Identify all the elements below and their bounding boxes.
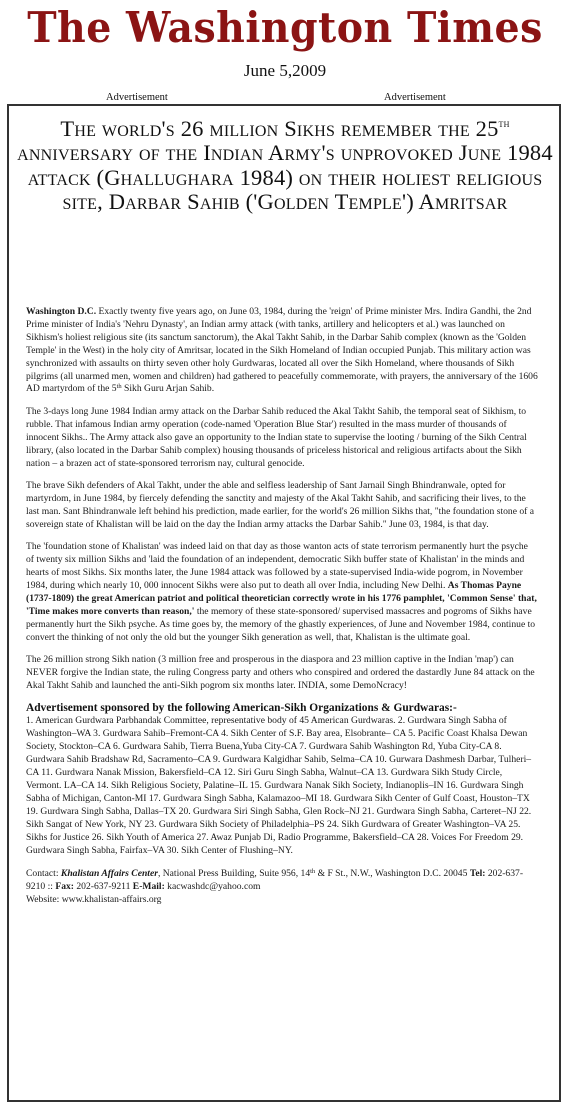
dateline: Washington D.C.: [26, 306, 97, 317]
website-url: www.khalistan-affairs.org: [59, 893, 162, 905]
contact-label: Contact:: [26, 867, 59, 879]
paragraph-4-bold-quote: As Thomas Payne (1737-1809) the great American patriot and political theoretician correctly wrote in his 1776 pamphlet, 'Common Sense' that, 'Time makes more converts than reason,': [26, 580, 537, 617]
contact-block: [26, 868, 538, 907]
fax-label: Fax:: [55, 880, 74, 892]
headline-part-1: The world's 26 million Sikhs remember the 25: [60, 116, 499, 141]
headline-part-2: anniversary of the Indian Army's unprovoked June 1984 attack (Ghallughara 1984) on their holiest religious site, Darbar Sahib ('Golden Temple') Amritsar: [17, 140, 553, 215]
paragraph-5: The 26 million strong Sikh nation (3 million free and prosperous in the diaspora and 23 million captive in the Indian 'map') can NEVER forgive the Indian state, the ruling Congress party and others who conspired and ordered the dastardly June 84 attack on the Akal Takht Sahib and launched the anti-Sikh pogrom six months later. INDIA, some DemoNcracy!: [26, 654, 535, 691]
headline: [16, 117, 554, 215]
paragraph-4-text-a: The 'foundation stone of Khalistan' was indeed laid on that day as those wanton acts of state terrorism permanently hurt the psyche of twenty six million Sikhs and 'laid the foundation of an independent, democratic Sikh buffer state of Khalistan' in the minds and hearts of most Sikhs. Six months later, the June 1984 attack was followed by a state-supervised India-wide pogrom, in November 1984, during which nearly 10, 000 innocent Sikhs were also put to death all over India, including New Delhi.: [26, 541, 528, 591]
paragraph-3: The brave Sikh defenders of Akal Takht, under the able and selfless leadership of Sant Jarnail Singh Bhindranwale, opted for martyrdom, in June 1984, by fiercely defending the sanctity and majesty of the Akal Takht Sahib, and sacrificing their lives, to the last man. Sant Bhindranwale left behind his prediction, made earlier, for the world's 26 million Sikhs that, "the foundation stone of a sovereign state of Khalistan will be laid on the day the Indian army attacks the Darbar Sahib." June 03, 1984, is that day.: [26, 480, 535, 530]
tel-label: Tel:: [469, 867, 486, 879]
advertisement-label-left: Advertisement: [106, 92, 168, 103]
tel-number: 202-637-9210 ::: [26, 867, 524, 892]
paragraph-4: [26, 541, 538, 644]
contact-address-a: , National Press Building, Suite 956, 14: [157, 867, 311, 879]
contact-organization: Khalistan Affairs Center: [60, 867, 158, 879]
paragraph-2: The 3-days long June 1984 Indian army attack on the Darbar Sahib reduced the Akal Takht Sahib, the temporal seat of Sikhism, to rubble. That infamous Indian army operation (code-named 'Operation Blue Star') resulted in the mass murder of thousands of innocent Sikhs.. The Army attack also gave an opportunity to the Indian state to supervise the looting / burning of the Sikh Central library, (also located in the Darbar Sahib complex) housing thousands of priceless historical and religious artifacts about the Sikh nation – a brazen act of state-sponsored terrorism nay, cultural genocide.: [26, 405, 527, 469]
paragraph-1-text-a: Exactly twenty five years ago, on June 03, 1984, during the 'reign' of Prime minister Mrs. Indira Gandhi, the 2nd Prime minister of India's 'Nehru Dynasty', an Indian army attack (with tanks, artillery and helicopters et al.) was launched on Sikhism's holiest religious site (its sanctum sanctorum), the Akal Takht Sahib, in the Darbar Sahib complex (known as the 'Golden Temple' in the West) in the holy city of Amritsar, located in the Sikh Homeland of Indian occupied Punjab. This military action was synchronized with assaults on thirty seven other holy Gurdwaras, located all over the Sikh Homeland, where thousands of Sikh pilgrims (all unarmed men, women and children) had gathered to peacefully commemorate, with prayers, the anniversary of the 1606 AD martyrdom of the 5: [26, 306, 538, 395]
contact-address-b: & F St., N.W., Washington D.C. 20045: [315, 867, 468, 879]
publication-date: June 5,2009: [243, 61, 327, 80]
email-address: kacwashdc@yahoo.com: [164, 880, 261, 892]
paragraph-1-text-b: Sikh Guru Arjan Sahib.: [121, 383, 215, 395]
advertisement-label-right: Advertisement: [384, 92, 446, 103]
website-label: Website:: [26, 893, 60, 905]
paragraph-1: [26, 306, 538, 396]
fax-number: 202-637-9211: [73, 880, 133, 892]
contact-address-superscript: th: [310, 867, 316, 875]
paragraph-4-text-b: the memory of these state-sponsored/ supervised massacres and pogroms of Sikhs have permanently hurt the Sikh psyche. As time goes by, the memory of the ghastly experiences, of June and November 1984, continue to convert the thinking of not only the old but the younger Sikh generation as well, that, Khalistan is the ultimate goal.: [26, 605, 536, 643]
masthead-title: The Washington Times: [27, 3, 543, 52]
email-label: E-Mail:: [132, 880, 165, 892]
article-body: [26, 306, 538, 907]
headline-superscript: th: [498, 116, 510, 130]
sponsors-list: 1. American Gurdwara Parbhandak Committee, representative body of 45 American Gurdwaras. 2. Gurdwara Singh Sabha of Washington–WA 3. Gurdwara Sahib–Fremont-CA 4. Sikh Center of S.F. Bay area, Elsobrante– CA 5. Pacific Coast Khalsa Dewan Society, Stockton–CA 6. Gurdwara Sahib, Tierra Buena,Yuba City-CA 7. Gurdwara Sahib Washington Rd, Yuba City-CA 8. Gurdwara Sahib Bradshaw Rd, Sacramento–CA 9. Gurdwara Kalgidhar Sahib, Selma–CA 10. Gurwara Dashmesh Darbar, Tulheri–CA 11. Gurdwara Nanak Mission, Bakersfield–CA 12. Siri Guru Singh Sabha, Walnut–CA 13. Gurdwara Sikh Study Circle, Vermont. LA–CA 14. Sikh Religious Society, Palatine–IL 15. Gurdwara Nanak Sikh Society, Indianoplis–IN 16. Gurdwara Singh Sabha of Michigan, Canton-MI 17. Gurdwara Singh Sabha, Kalamazoo–MI 18. Gurdwara Sikh Center of Gulf Coast, Houston–TX 19. Gurdwara Singh Sabha, Dallas–TX 20. Gurdwara Siri Singh Sabha, Glen Rock–NJ 21. Gurdwara Singh Sabha, Carteret–NJ 22. Sikh Sangat of New York, NY 23. Gurdwara Sikh Society of Philadelphia–PS 24. Sikh Gurdwara of Greater Washington–VA 25. Sikhs for Justice 26. Sikh Youth of America 27. Awaz Punjab Di, Radio Programme, Bakersfield–CA 28. Voices For Freedom 29. Gurdwara Singh Sabha, Fairfax–VA 30. Sikh Center of Flushing–NY.: [26, 715, 532, 856]
paragraph-1-superscript: th: [116, 383, 122, 391]
sponsors-heading: Advertisement sponsored by the following American-Sikh Organizations & Gurdwaras:-: [26, 702, 457, 715]
